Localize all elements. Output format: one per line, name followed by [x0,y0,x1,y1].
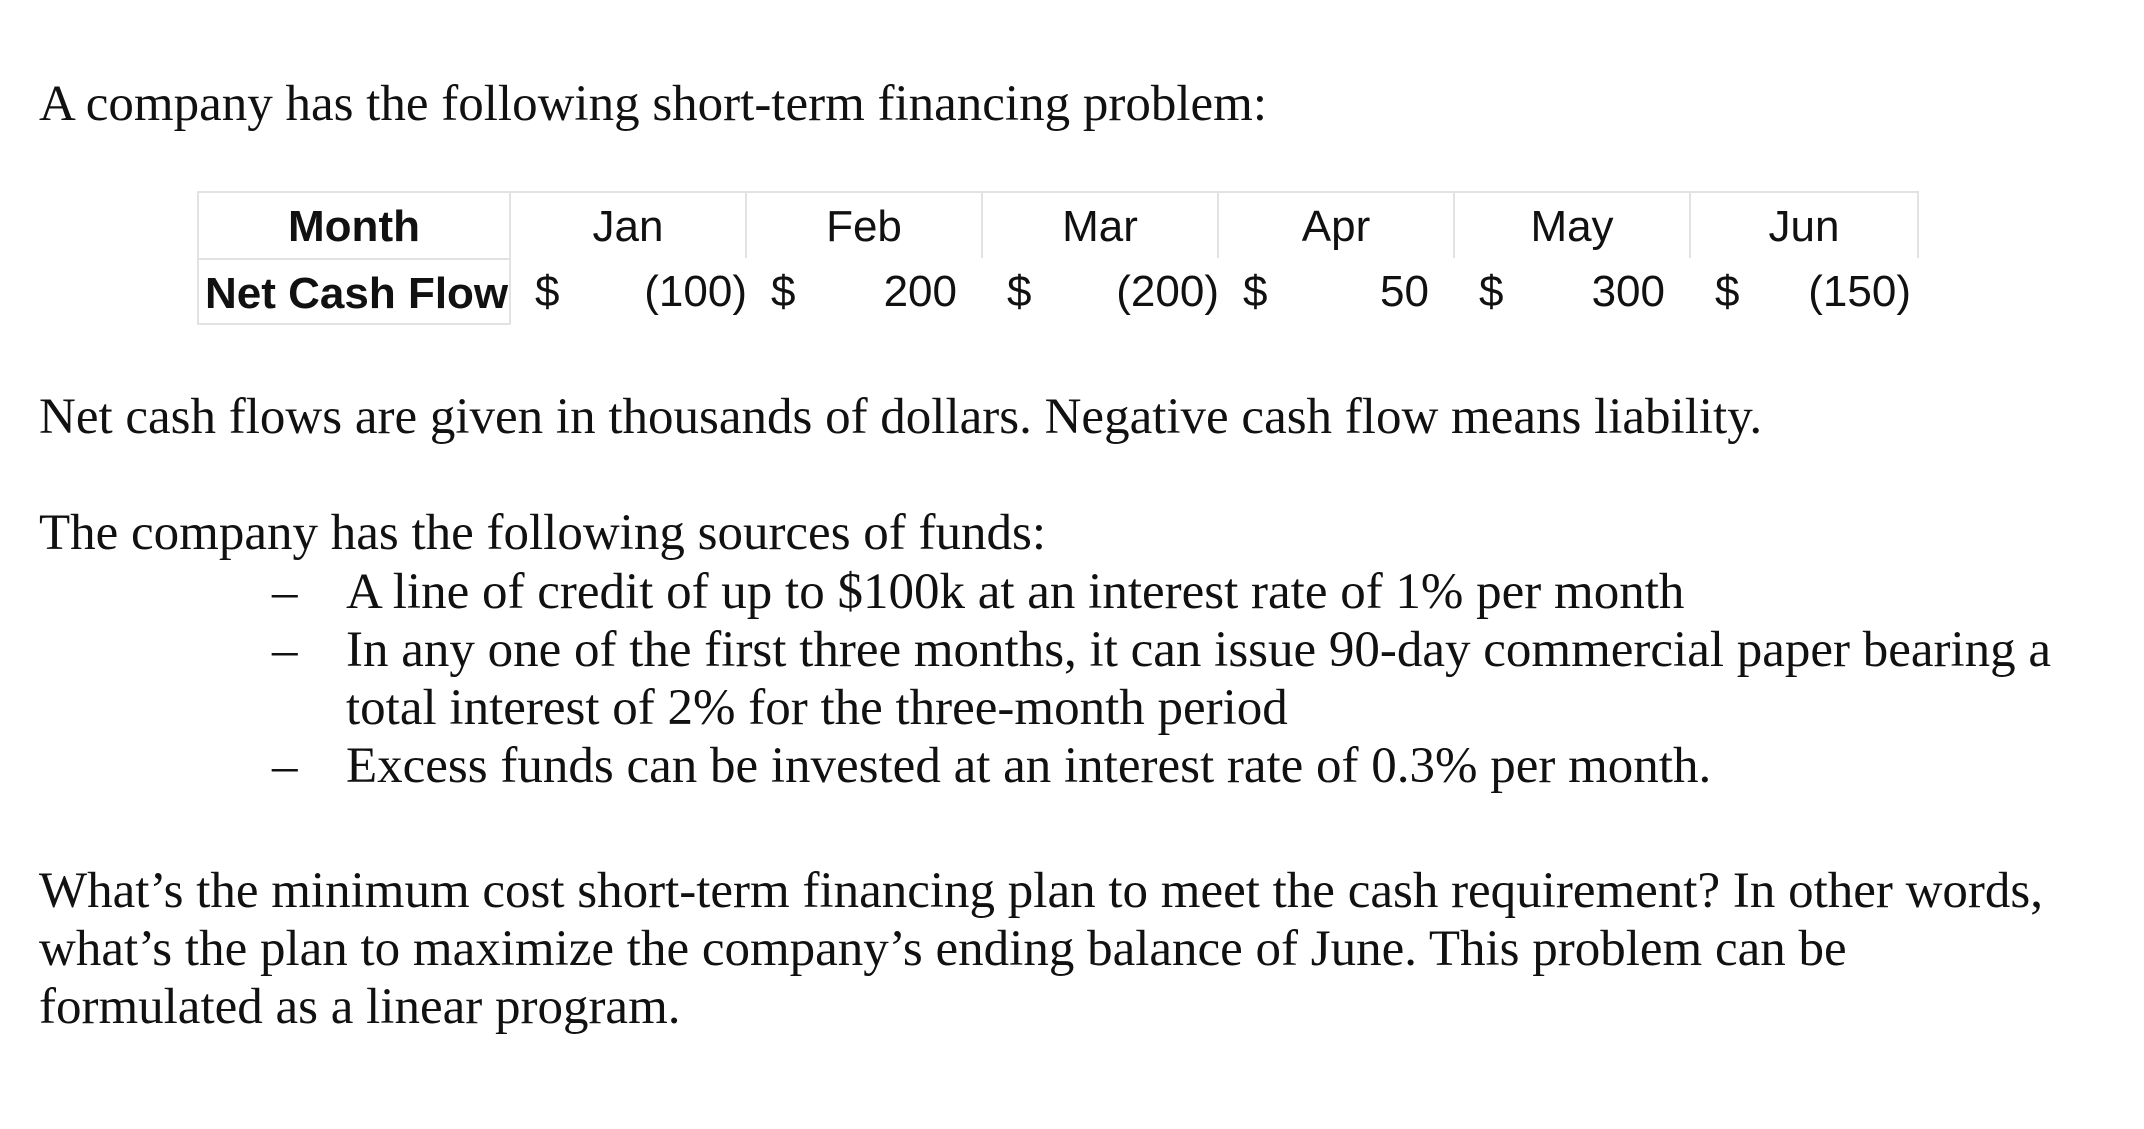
sources-list [0,563,2144,795]
cash-flow-cell-jan [511,258,747,325]
table-header-row [197,191,1919,258]
question-line: what’s the plan to maximize the company’s ending balance of June. This problem can be [39,921,1847,977]
cash-flow-cell-may [1455,258,1691,325]
cash-flow-value: (100) [644,267,747,316]
cash-flow-value: 200 [883,267,957,316]
currency-symbol: $ [771,267,796,316]
list-item-text: Excess funds can be invested at an interest rate of 0.3% per month. [346,738,1712,794]
list-item-text: A line of credit of up to $100k at an interest rate of 1% per month [346,564,1685,620]
cash-flow-value: (150) [1808,267,1911,316]
cash-flow-cell-apr [1219,258,1455,325]
question-line: What’s the minimum cost short-term financing plan to meet the cash requirement? In other words, [39,863,2044,919]
intro-text: A company has the following short-term financing problem: [39,76,1267,132]
month-cell-jan: Jan [511,191,747,258]
cash-flow-cell-mar [983,258,1219,325]
cash-flow-cell-feb [747,258,983,325]
list-item-text: In any one of the first three months, it can issue 90-day commercial paper bearing a [346,622,2052,678]
bullet-dash: – [272,738,298,794]
net-cash-flow-row [197,258,1919,325]
month-cell-feb: Feb [747,191,983,258]
list-item-text: total interest of 2% for the three-month period [346,680,1288,736]
month-cell-jun: Jun [1691,191,1919,258]
net-cash-flow-label: Net Cash Flow [197,258,511,325]
currency-symbol: $ [1479,267,1504,316]
list-item [0,563,2144,621]
list-item [0,621,2144,737]
bullet-dash: – [272,564,298,620]
cash-flow-cell-jun [1691,258,1919,325]
currency-symbol: $ [1243,267,1268,316]
cash-flow-value: (200) [1116,267,1219,316]
question-paragraph [39,862,2043,1036]
currency-symbol: $ [535,267,560,316]
currency-symbol: $ [1007,267,1032,316]
sources-heading: The company has the following sources of funds: [39,505,1047,561]
cash-flow-value: 50 [1380,267,1429,316]
question-line: formulated as a linear program. [39,979,681,1035]
cash-flow-value: 300 [1591,267,1665,316]
bullet-dash: – [272,622,298,678]
list-item [0,737,2144,795]
month-cell-apr: Apr [1219,191,1455,258]
currency-symbol: $ [1715,267,1740,316]
net-cash-flow-table [197,191,1919,325]
month-header-cell: Month [197,191,511,258]
cash-flow-note: Net cash flows are given in thousands of dollars. Negative cash flow means liability. [39,389,1763,445]
month-cell-mar: Mar [983,191,1219,258]
month-cell-may: May [1455,191,1691,258]
